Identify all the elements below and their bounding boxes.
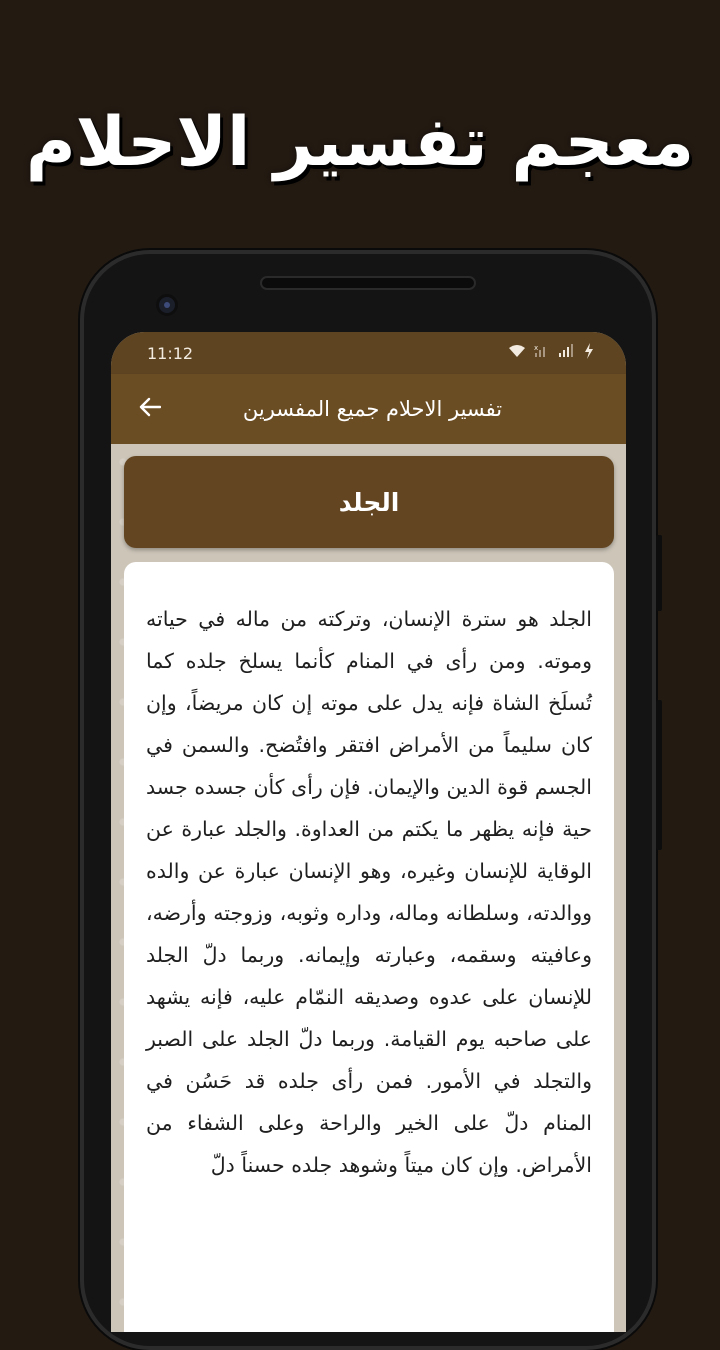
topic-title: الجلد [338, 487, 400, 517]
signal-off-icon [534, 344, 550, 362]
phone-volume-button [656, 700, 662, 850]
phone-speaker [260, 276, 476, 290]
status-icons [508, 343, 594, 363]
phone-screen [111, 332, 626, 1332]
signal-icon [558, 344, 576, 362]
arrow-back-icon[interactable] [139, 394, 175, 424]
app-bar [111, 374, 626, 444]
topic-title-card [124, 456, 614, 548]
phone-camera [156, 294, 178, 316]
status-bar [111, 332, 626, 374]
promo-title: معجم تفسير الاحلام [25, 103, 695, 182]
app-title: تفسير الاحلام جميع المفسرين [242, 397, 503, 421]
wifi-icon [508, 344, 526, 362]
article-card[interactable] [124, 562, 614, 1332]
article-text: الجلد هو سترة الإنسان، وتركته من ماله في حياته وموته. ومن رأى في المنام كأنما يسلخ جلده كما تُسلَخ الشاة فإنه يدل على موته إن كان مريضاً، وإن كان سليماً من الأمراض افتقر وافتُضح. والسمن في الجسم قوة الدين والإيمان. فإن رأى كأن جسده جسد حية فإنه يظهر ما يكتم من العداوة. والجلد عبارة عن الوقاية للإنسان وغيره، وهو الإنسان عبارة عن والده ووالدته، وسلطانه وماله، وداره وثوبه، وزوجته وأرضه، وعافيته وسقمه، وعبارته وإيمانه. وربما دلّ الجلد للإنسان على عدوه وصديقه النمّام عليه، فإنه يشهد على صاحبه يوم القيامة. وربما دلّ الجلد على الصبر والتجلد في الأمور. فمن رأى جلده قد حَسُن في المنام دلّ على الخير والراحة وعلى الشفاء من الأمراض. وإن كان ميتاً وشوهد جلده حسناً دلّ [146, 607, 592, 1177]
phone-power-button [656, 535, 662, 611]
status-time: 11:12 [147, 343, 194, 363]
battery-charging-icon [584, 343, 594, 363]
phone-frame [80, 250, 656, 1350]
svg-text:x: x [534, 344, 540, 352]
